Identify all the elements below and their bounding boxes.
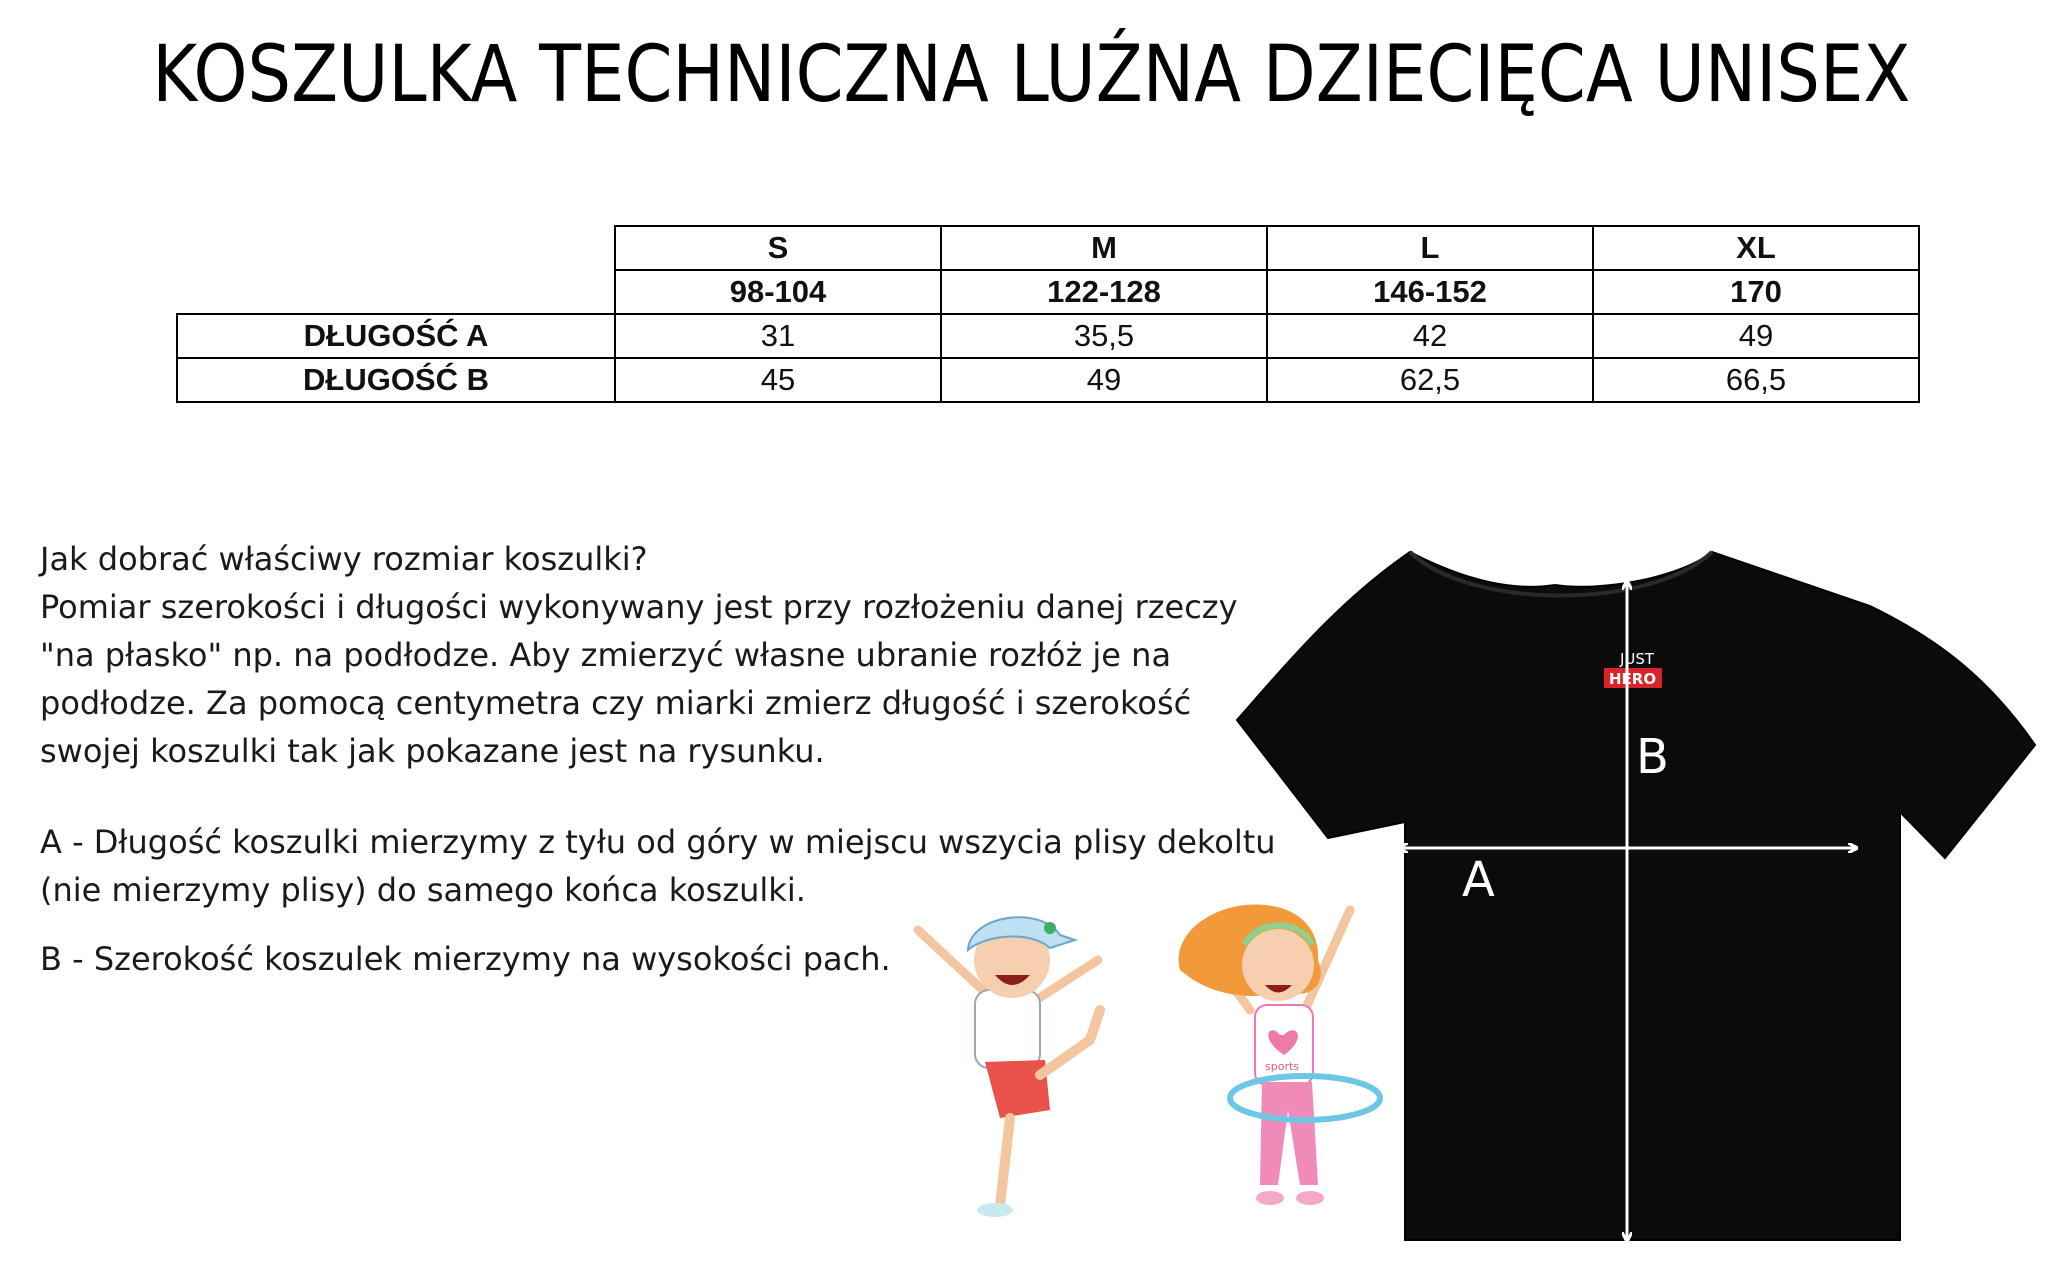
table-cell: 49 <box>941 358 1267 402</box>
boy-illustration <box>918 917 1100 1217</box>
table-cell: 42 <box>1267 314 1593 358</box>
girl-shirt-text: sports <box>1265 1060 1300 1073</box>
height-header-cell: 98-104 <box>615 270 941 314</box>
instructions-line: "na płasko" np. na podłodze. Aby zmierzyć własne ubranie rozłóż je na <box>40 636 1172 674</box>
height-header-cell: 146-152 <box>1267 270 1593 314</box>
chest-logo-top: JUST <box>1620 650 1655 668</box>
size-header-cell: S <box>615 226 941 270</box>
table-cell: 31 <box>615 314 941 358</box>
chest-logo-bottom: HERO <box>1609 670 1657 688</box>
page-title: KOSZULKA TECHNICZNA LUŹNA DZIECIĘCA UNISEX <box>152 30 1911 120</box>
size-header-cell: L <box>1267 226 1593 270</box>
girl-illustration <box>1179 904 1380 1205</box>
instructions-line: podłodze. Za pomocą centymetra czy miarki zmierz długość i szerokość <box>40 684 1192 722</box>
height-header-cell: 122-128 <box>941 270 1267 314</box>
instructions-line: Pomiar szerokości i długości wykonywany jest przy rozłożeniu danej rzeczy <box>40 588 1238 626</box>
table-cell: 45 <box>615 358 941 402</box>
measure-b-label: B <box>1636 729 1669 785</box>
height-header-cell: 170 <box>1593 270 1919 314</box>
table-cell: 49 <box>1593 314 1919 358</box>
table-cell: 66,5 <box>1593 358 1919 402</box>
row-label: DŁUGOŚĆ B <box>177 358 615 402</box>
size-header-cell: M <box>941 226 1267 270</box>
row-label: DŁUGOŚĆ A <box>177 314 615 358</box>
instructions-question: Jak dobrać właściwy rozmiar koszulki? <box>40 540 648 578</box>
table-cell: 35,5 <box>941 314 1267 358</box>
instructions-line: swojej koszulki tak jak pokazane jest na rysunku. <box>40 732 825 770</box>
measure-a-label: A <box>1462 852 1495 908</box>
measure-a-line: A - Długość koszulki mierzymy z tyłu od góry w miejscu wszycia plisy dekoltu <box>40 823 1276 861</box>
size-header-cell: XL <box>1593 226 1919 270</box>
measure-b-line: B - Szerokość koszulek mierzymy na wysokości pach. <box>40 940 891 978</box>
table-cell: 62,5 <box>1267 358 1593 402</box>
measure-a-line: (nie mierzymy plisy) do samego końca koszulki. <box>40 871 806 909</box>
